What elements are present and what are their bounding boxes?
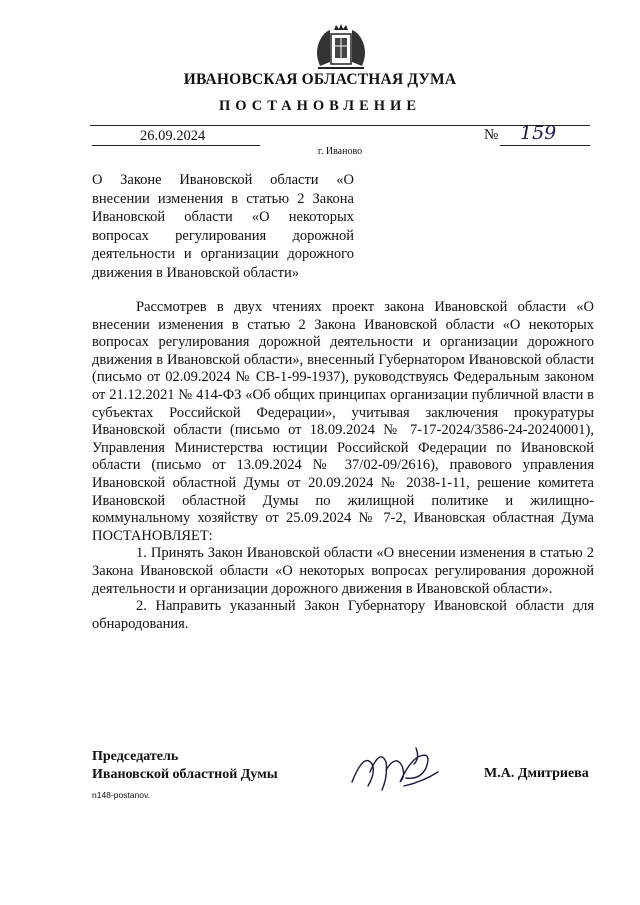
header-rule (90, 125, 590, 126)
document-reference: n148-postanov. (92, 790, 150, 800)
handwritten-signature (346, 742, 446, 798)
preamble-paragraph: Рассмотрев в двух чтениях проект закона Ивановской области «О внесении изменения в статью 2 Закона Ивановской области «О некоторых вопросах регулирования дорожной деятельности и организации дорожного движения в Ивановской области», внесенный Губернатором Ивановской области (письмо от 02.09.2024 № СВ-1-99-1937), руководствуясь Федеральным законом от 21.12.2021 № 414-ФЗ «Об общих принципах организации публичной власти в субъектах Российской Федерации», учитывая заключения прокуратуры Ивановской области (письмо от 18.09.2024 № 7-17-2024/3586-24-20240001), Управления Министерства юстиции Российской Федерации по Ивановской области (письмо от 13.09.2024 № 37/02-09/2616), правового управления Ивановской областной Думы от 20.09.2024 № 2038-1-11, решение комитета Ивановской областной Думы по жилищной политике и жилищно-коммунальному хозяйству от 25.09.2024 № 7-2, Ивановская областная Дума ПОСТАНОВЛЯЕТ: (92, 299, 594, 544)
document-body (92, 299, 594, 633)
document-number: 159 (520, 122, 557, 144)
signatory-title (92, 748, 278, 784)
document-type: ПОСТАНОВЛЕНИЕ (218, 98, 421, 114)
organization-title: ИВАНОВСКАЯ ОБЛАСТНАЯ ДУМА (183, 71, 457, 88)
signatory-title-line-1: Председатель (92, 749, 179, 764)
item-2-paragraph: 2. Направить указанный Закон Губернатору Ивановской области для обнародования. (92, 598, 594, 632)
number-label: № (484, 127, 499, 143)
coat-of-arms-icon (312, 22, 370, 70)
signatory-title-line-2: Ивановской областной Думы (92, 767, 278, 782)
signatory-name: М.А. Дмитриева (484, 766, 589, 781)
document-date: 26.09.2024 (140, 128, 206, 144)
city-label: г. Иваново (317, 146, 363, 157)
item-1-paragraph: 1. Принять Закон Ивановской области «О внесении изменения в статью 2 Закона Ивановской области «О некоторых вопросах регулирования дорожной деятельности и организации дорожного движения в Ивановской области». (92, 545, 594, 597)
document-subject: О Законе Ивановской области «О внесении изменения в статью 2 Закона Ивановской области «О некоторых вопросах регулирования дорожной деятельности и организации дорожного движения в Ивановской области» (92, 172, 354, 281)
